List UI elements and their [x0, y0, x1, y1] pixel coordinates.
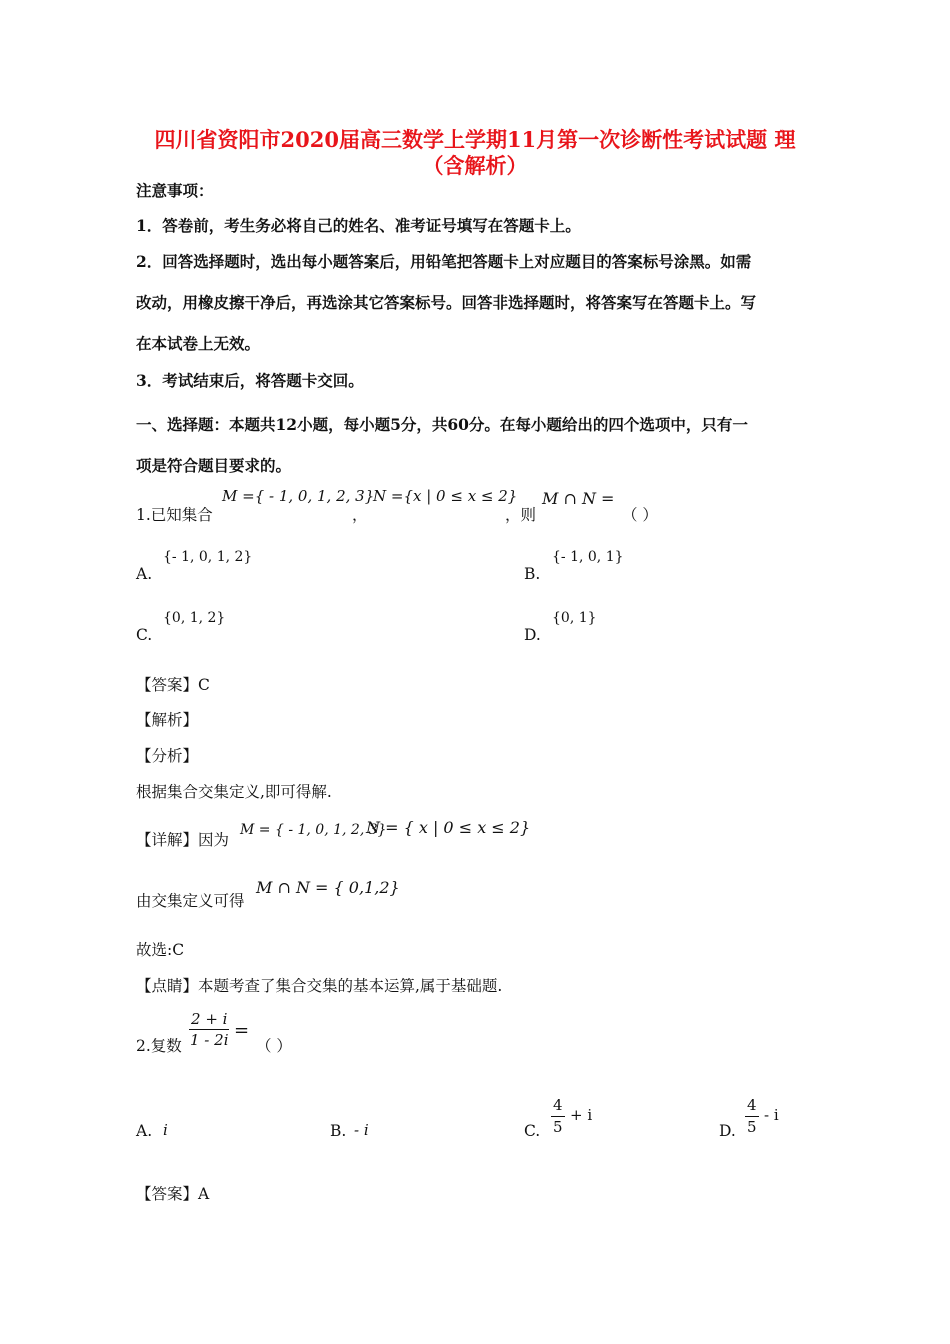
q1-option-d-label: D. — [524, 626, 541, 644]
q1-fenxi-text: 根据集合交集定义,即可得解. — [136, 783, 332, 801]
q2-option-d-fraction — [745, 1096, 759, 1136]
notice-item-2-line-2: 改动，用橡皮擦干净后，再选涂其它答案标号。回答非选择题时，将答案写在答题卡上。写 — [136, 293, 757, 312]
q1-dianjing: 【点睛】本题考查了集合交集的基本运算,属于基础题. — [136, 977, 503, 995]
q2-option-a-label: A. — [136, 1122, 153, 1140]
q2-option-c-numerator: 4 — [553, 1096, 563, 1114]
q2-option-c-tail: + i — [570, 1106, 593, 1124]
q2-option-b-label: B. — [330, 1122, 347, 1140]
q2-answer: 【答案】A — [136, 1185, 210, 1203]
q1-detail-set-n: N = { x | 0 ≤ x ≤ 2} — [366, 818, 531, 837]
notice-heading: 注意事项： — [136, 181, 214, 200]
q1-prefix: 1.已知集合 — [136, 506, 213, 524]
q2-option-a-value: i — [163, 1121, 168, 1139]
q1-expr: M ∩ N = — [542, 489, 615, 508]
q1-guxuan: 故选:C — [136, 941, 185, 959]
q1-set-m: M ={ - 1, 0, 1, 2, 3} — [222, 487, 375, 505]
notice-item-3: 3．考试结束后，将答题卡交回。 — [136, 371, 364, 390]
q2-equals: = — [234, 1020, 250, 1041]
notice-item-2-line-1: 2．回答选择题时，选出每小题答案后，用铅笔把答题卡上对应题目的答案标号涂黑。如需 — [136, 252, 752, 271]
q2-option-d-numerator: 4 — [747, 1096, 757, 1114]
q1-fenxi: 【分析】 — [136, 747, 199, 765]
section-heading-line-1: 一、选择题：本题共12小题，每小题5分，共60分。在每小题给出的四个选项中，只有一 — [136, 415, 748, 434]
q2-option-c-denominator: 5 — [553, 1118, 563, 1136]
q1-option-c-value: {0, 1, 2} — [163, 610, 226, 626]
section-heading-line-2: 项是符合题目要求的。 — [136, 456, 292, 475]
q2-numerator: 2 + i — [191, 1010, 228, 1028]
q1-comma-1: ， — [352, 506, 368, 524]
page-subtitle: （含解析） — [422, 153, 528, 178]
q2-prefix: 2.复数 — [136, 1037, 182, 1055]
q1-option-b-label: B. — [524, 565, 541, 583]
q1-paren: （ ） — [622, 506, 658, 524]
q1-option-a-value: {- 1, 0, 1, 2} — [163, 549, 253, 565]
q1-comma-2: ，则 — [505, 506, 537, 524]
q1-option-b-value: {- 1, 0, 1} — [552, 549, 624, 565]
q1-answer: 【答案】C — [136, 676, 210, 694]
q1-option-c-label: C. — [136, 626, 153, 644]
q1-detail-prefix: 【详解】因为 — [136, 831, 230, 849]
q2-fraction — [188, 1010, 231, 1049]
q2-option-d-tail: - i — [764, 1106, 779, 1124]
q2-option-d-denominator: 5 — [747, 1118, 757, 1136]
q1-derive-expr: M ∩ N = { 0,1,2} — [256, 878, 400, 897]
q1-set-n: N ={x | 0 ≤ x ≤ 2} — [373, 487, 518, 505]
notice-item-2-line-3: 在本试卷上无效。 — [136, 334, 261, 353]
q2-option-d-label: D. — [719, 1122, 736, 1140]
q1-detail-set-m: M = { - 1, 0, 1, 2, 3} — [240, 822, 387, 838]
q1-derive-prefix: 由交集定义可得 — [136, 892, 245, 910]
page-title: 四川省资阳市2020届高三数学上学期11月第一次诊断性考试试题 理 — [154, 127, 796, 152]
notice-item-1: 1．答卷前，考生务必将自己的姓名、准考证号填写在答题卡上。 — [136, 216, 581, 235]
q1-option-a-label: A. — [136, 565, 153, 583]
q2-option-c-fraction — [551, 1096, 565, 1136]
q2-option-b-value: - i — [354, 1121, 369, 1139]
q1-option-d-value: {0, 1} — [552, 610, 597, 626]
q1-jiexi: 【解析】 — [136, 711, 199, 729]
q2-paren: （ ） — [256, 1037, 292, 1055]
q2-option-c-label: C. — [524, 1122, 541, 1140]
q2-denominator: 1 - 2i — [190, 1031, 229, 1049]
